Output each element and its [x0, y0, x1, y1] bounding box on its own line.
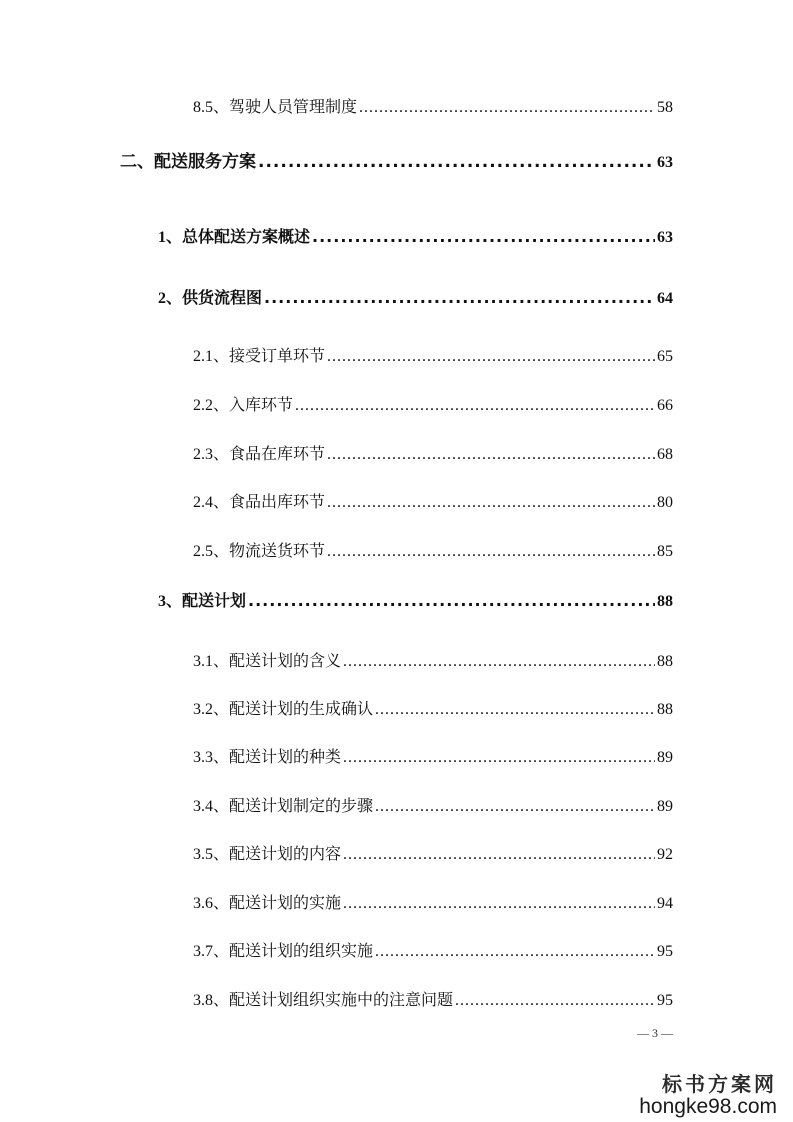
toc-entry-page: 95: [657, 992, 673, 1009]
toc-entry-page: 92: [657, 846, 673, 863]
toc-entry-page: 58: [657, 99, 673, 116]
toc-entry-page: 65: [657, 348, 673, 365]
toc-entry-page: 94: [657, 895, 673, 912]
toc-leader: [264, 286, 655, 310]
toc-entry-3-8[interactable]: [193, 989, 673, 1013]
toc-entry-3-2[interactable]: [193, 698, 673, 722]
toc-entry-title: 8.5、驾驶人员管理制度: [193, 99, 358, 116]
toc-entry-title: [158, 589, 246, 614]
watermark-url: hongke98.com: [639, 1095, 777, 1118]
toc-entry-3-4[interactable]: [193, 795, 673, 819]
toc-entry-2-2[interactable]: [193, 394, 673, 418]
toc-entry-2-1[interactable]: [193, 345, 673, 369]
toc-entry-page: 64: [657, 290, 673, 307]
toc-entry-page: 66: [657, 397, 673, 414]
toc-leader: [327, 540, 655, 564]
toc-entry-title: 2.1、接受订单环节: [193, 348, 326, 365]
toc-entry-title: [158, 286, 262, 311]
toc-entry-title: 3.8、配送计划组织实施中的注意问题: [193, 992, 454, 1009]
toc-leader: [327, 345, 655, 369]
toc-leader: [375, 940, 655, 964]
toc-entry-page: 85: [657, 543, 673, 560]
page-number: — 3 —: [637, 1026, 673, 1040]
toc-leader: [312, 225, 655, 249]
toc-entry-3-1[interactable]: [193, 650, 673, 674]
toc-entry-section-2[interactable]: [120, 150, 673, 174]
toc-entry-title: 3.2、配送计划的生成确认: [193, 701, 374, 718]
toc-entry-page: 63: [657, 229, 673, 246]
toc-leader: [343, 843, 655, 867]
toc-entry-2-3[interactable]: [193, 443, 673, 467]
toc-entry-page: 68: [657, 446, 673, 463]
toc-entry-text: 、配送计划: [166, 591, 247, 610]
toc-entry-title: 2.3、食品在库环节: [193, 446, 326, 463]
toc-entry-title: 3.4、配送计划制定的步骤: [193, 798, 374, 815]
toc-leader: [327, 491, 655, 515]
toc-entry-8-5[interactable]: [193, 96, 673, 120]
watermark: [617, 1068, 777, 1119]
toc-entry-text: 、总体配送方案概述: [166, 227, 311, 246]
toc-entry-page: 80: [657, 494, 673, 511]
toc-entry-page: 63: [657, 154, 673, 171]
toc-entry-page: 89: [657, 749, 673, 766]
toc-entry-title: 3.3、配送计划的种类: [193, 749, 342, 766]
toc-entry-title: 3.5、配送计划的内容: [193, 846, 342, 863]
toc-leader: [375, 795, 655, 819]
toc-entry-2-4[interactable]: [193, 491, 673, 515]
toc-entry-title: 3.7、配送计划的组织实施: [193, 943, 374, 960]
toc-leader: [343, 892, 655, 916]
toc-leader: [295, 394, 655, 418]
toc-entry-title: 3.6、配送计划的实施: [193, 895, 342, 912]
toc-entry-num: 2: [158, 290, 166, 307]
toc-leader: [258, 150, 655, 174]
toc-entry-3-3[interactable]: [193, 746, 673, 770]
toc-entry-title: 2.2、入库环节: [193, 397, 294, 414]
toc-entry-page: 95: [657, 943, 673, 960]
toc-entry-title: [158, 225, 310, 250]
toc-entry-num: 3: [158, 593, 166, 610]
toc-entry-page: 88: [657, 701, 673, 718]
toc-leader: [359, 96, 655, 120]
toc-entry-page: 88: [657, 593, 673, 610]
toc-leader: [248, 589, 655, 613]
toc-entry-text: 、供货流程图: [166, 288, 263, 307]
toc-leader: [455, 989, 655, 1013]
toc-leader: [375, 698, 655, 722]
toc-entry-1[interactable]: [158, 225, 673, 249]
watermark-name: 标书方案网: [662, 1072, 777, 1096]
toc-entry-2-5[interactable]: [193, 540, 673, 564]
toc-entry-page: 89: [657, 798, 673, 815]
toc-leader: [343, 746, 655, 770]
toc-leader: [327, 443, 655, 467]
toc-entry-title: 3.1、配送计划的含义: [193, 653, 342, 670]
toc-entry-title: 2.5、物流送货环节: [193, 543, 326, 560]
toc-entry-2[interactable]: [158, 286, 673, 310]
toc-entry-3-7[interactable]: [193, 940, 673, 964]
toc-leader: [343, 650, 655, 674]
toc-entry-num: 1: [158, 229, 166, 246]
toc-entry-3-5[interactable]: [193, 843, 673, 867]
toc-entry-page: 88: [657, 653, 673, 670]
toc-entry-title: 2.4、食品出库环节: [193, 494, 326, 511]
toc-entry-3-6[interactable]: [193, 892, 673, 916]
toc-entry-title: 二、配送服务方案: [120, 152, 256, 172]
toc-entry-3[interactable]: [158, 589, 673, 613]
